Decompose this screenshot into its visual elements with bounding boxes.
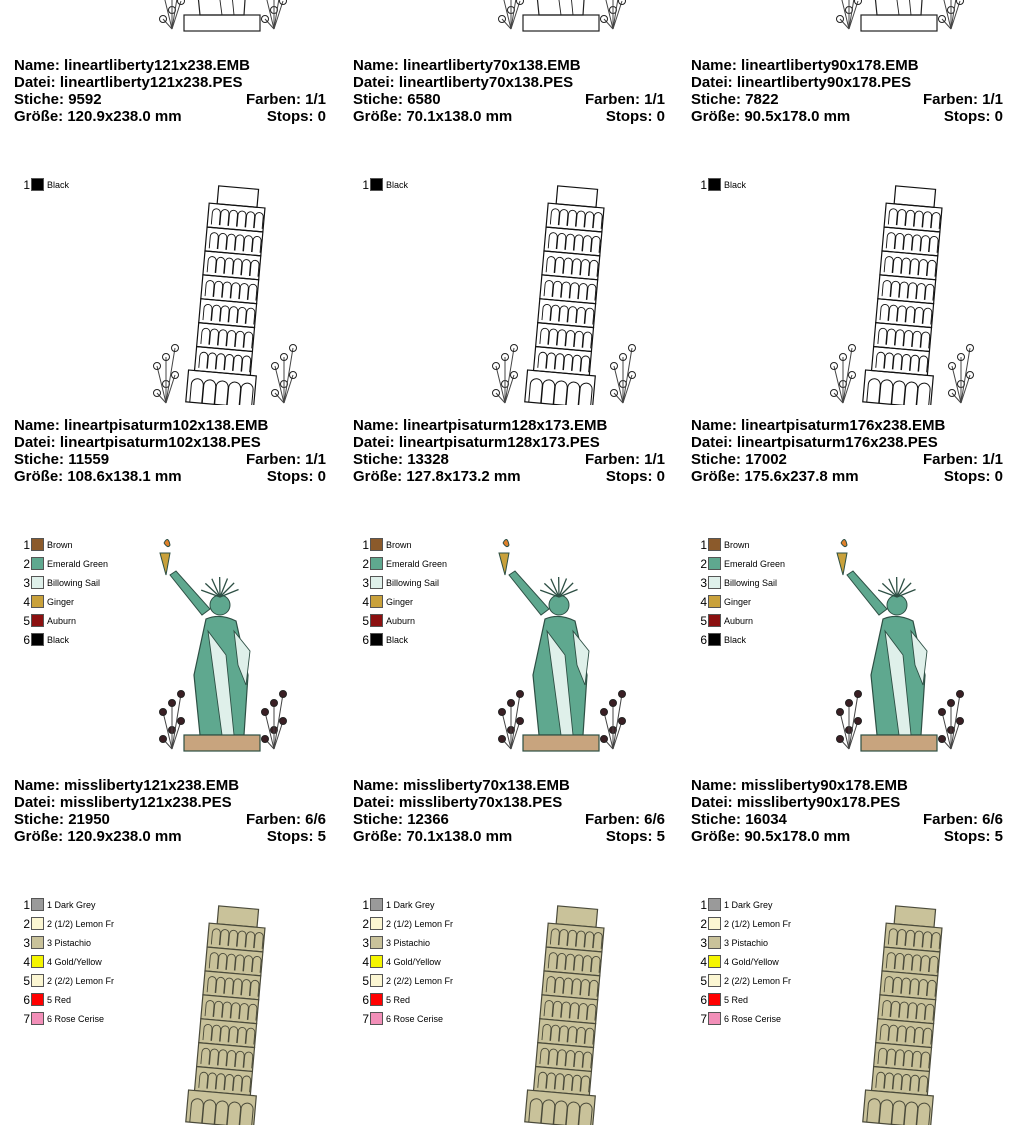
swatch-number: 2: [18, 917, 30, 931]
color-swatch-row: [695, 630, 785, 649]
design-card: [353, 780, 673, 1140]
color-swatch: [708, 633, 721, 646]
color-swatch: [370, 898, 383, 911]
swatch-name: Ginger: [386, 597, 413, 607]
design-file: Datei: lineartliberty70x138.PES: [353, 74, 573, 91]
color-count: Farben: 1/1: [246, 451, 326, 468]
swatch-number: 4: [695, 595, 707, 609]
color-count: Farben: 1/1: [246, 91, 326, 108]
color-count: Farben: 1/1: [585, 91, 665, 108]
swatch-name: Billowing Sail: [386, 578, 439, 588]
color-swatch: [708, 538, 721, 551]
design-file: Datei: lineartpisaturm102x138.PES: [14, 434, 261, 451]
swatch-name: 5 Red: [47, 995, 71, 1005]
color-swatch: [708, 936, 721, 949]
swatch-name: Billowing Sail: [724, 578, 777, 588]
color-swatch: [31, 633, 44, 646]
color-swatch-row: [695, 1009, 791, 1028]
design-card: [691, 780, 1011, 1140]
statue-of-liberty-lineart: [801, 0, 1001, 45]
swatch-name: Black: [47, 180, 69, 190]
design-name: Name: missliberty70x138.EMB: [353, 777, 570, 794]
color-palette: [357, 535, 447, 649]
color-swatch-row: [18, 1009, 114, 1028]
swatch-number: 1: [357, 898, 369, 912]
color-swatch-row: [695, 952, 791, 971]
design-card: [353, 420, 673, 780]
design-size: Größe: 70.1x138.0 mm: [353, 828, 512, 845]
design-card: [691, 60, 1011, 420]
color-swatch-row: [357, 933, 453, 952]
design-name: Name: lineartliberty70x138.EMB: [353, 57, 581, 74]
swatch-number: 3: [357, 576, 369, 590]
stop-count: Stops: 0: [267, 108, 326, 125]
color-swatch: [370, 614, 383, 627]
color-swatch: [370, 178, 383, 191]
color-swatch: [370, 595, 383, 608]
swatch-name: Emerald Green: [47, 559, 108, 569]
stitch-count: Stiche: 13328: [353, 451, 449, 468]
color-swatch-row: [18, 573, 108, 592]
swatch-number: 1: [357, 538, 369, 552]
design-card: [14, 420, 334, 780]
color-count: Farben: 1/1: [923, 91, 1003, 108]
swatch-name: Billowing Sail: [47, 578, 100, 588]
stitch-count: Stiche: 17002: [691, 451, 787, 468]
swatch-name: Brown: [47, 540, 73, 550]
swatch-number: 1: [18, 538, 30, 552]
swatch-name: 4 Gold/Yellow: [47, 957, 102, 967]
swatch-number: 6: [695, 993, 707, 1007]
swatch-name: 2 (2/2) Lemon Fr: [47, 976, 114, 986]
swatch-name: 6 Rose Cerise: [386, 1014, 443, 1024]
swatch-number: 6: [695, 633, 707, 647]
swatch-number: 1: [357, 178, 369, 192]
swatch-number: 4: [357, 595, 369, 609]
design-card: [691, 0, 1011, 60]
swatch-number: 5: [695, 614, 707, 628]
swatch-name: Auburn: [724, 616, 753, 626]
stitch-count: Stiche: 12366: [353, 811, 449, 828]
color-swatch: [708, 557, 721, 570]
swatch-name: 5 Red: [724, 995, 748, 1005]
color-count: Farben: 1/1: [923, 451, 1003, 468]
swatch-name: 5 Red: [386, 995, 410, 1005]
color-swatch-row: [18, 592, 108, 611]
color-swatch: [708, 1012, 721, 1025]
color-swatch-row: [18, 611, 108, 630]
leaning-tower-color: [463, 895, 663, 1125]
color-palette: [695, 535, 785, 649]
stitch-count: Stiche: 21950: [14, 811, 110, 828]
color-swatch-row: [18, 952, 114, 971]
swatch-number: 5: [357, 974, 369, 988]
color-swatch: [31, 898, 44, 911]
swatch-name: Auburn: [386, 616, 415, 626]
design-size: Größe: 90.5x178.0 mm: [691, 828, 850, 845]
color-swatch: [31, 993, 44, 1006]
color-swatch: [370, 1012, 383, 1025]
color-swatch: [708, 917, 721, 930]
color-swatch-row: [357, 895, 453, 914]
swatch-number: 6: [357, 993, 369, 1007]
swatch-name: 2 (1/2) Lemon Fr: [47, 919, 114, 929]
design-card: [691, 420, 1011, 780]
color-swatch: [31, 1012, 44, 1025]
color-swatch-row: [18, 630, 108, 649]
swatch-number: 1: [695, 538, 707, 552]
design-file: Datei: missliberty70x138.PES: [353, 794, 562, 811]
stitch-count: Stiche: 9592: [14, 91, 102, 108]
swatch-number: 5: [357, 614, 369, 628]
leaning-tower-color: [124, 895, 324, 1125]
color-swatch: [370, 557, 383, 570]
swatch-name: 2 (1/2) Lemon Fr: [724, 919, 791, 929]
color-swatch-row: [357, 573, 447, 592]
color-swatch: [708, 614, 721, 627]
stop-count: Stops: 5: [267, 828, 326, 845]
stitch-count: Stiche: 7822: [691, 91, 779, 108]
swatch-name: 2 (2/2) Lemon Fr: [386, 976, 453, 986]
stop-count: Stops: 0: [606, 468, 665, 485]
color-swatch: [31, 917, 44, 930]
swatch-name: Emerald Green: [724, 559, 785, 569]
swatch-name: Black: [386, 635, 408, 645]
swatch-number: 5: [18, 974, 30, 988]
color-swatch-row: [357, 554, 447, 573]
color-swatch: [31, 178, 44, 191]
design-name: Name: missliberty121x238.EMB: [14, 777, 239, 794]
swatch-number: 2: [695, 557, 707, 571]
color-swatch: [708, 576, 721, 589]
color-palette: [357, 895, 453, 1028]
color-swatch-row: [357, 990, 453, 1009]
design-card: [14, 0, 334, 60]
swatch-number: 7: [695, 1012, 707, 1026]
color-swatch-row: [357, 914, 453, 933]
swatch-name: Ginger: [724, 597, 751, 607]
swatch-number: 1: [695, 898, 707, 912]
swatch-number: 3: [695, 576, 707, 590]
color-swatch-row: [18, 535, 108, 554]
color-palette: [18, 535, 108, 649]
swatch-name: 1 Dark Grey: [386, 900, 435, 910]
swatch-name: Black: [47, 635, 69, 645]
swatch-name: Emerald Green: [386, 559, 447, 569]
swatch-number: 1: [18, 178, 30, 192]
color-swatch-row: [18, 175, 69, 194]
color-swatch-row: [357, 1009, 453, 1028]
color-swatch-row: [357, 971, 453, 990]
swatch-number: 2: [357, 917, 369, 931]
stop-count: Stops: 0: [606, 108, 665, 125]
swatch-number: 5: [695, 974, 707, 988]
color-count: Farben: 1/1: [585, 451, 665, 468]
swatch-name: 4 Gold/Yellow: [724, 957, 779, 967]
color-palette: [357, 175, 408, 194]
swatch-number: 3: [695, 936, 707, 950]
color-swatch: [370, 974, 383, 987]
color-count: Farben: 6/6: [246, 811, 326, 828]
design-file: Datei: lineartpisaturm176x238.PES: [691, 434, 938, 451]
swatch-name: 3 Pistachio: [47, 938, 91, 948]
color-swatch-row: [695, 554, 785, 573]
color-swatch: [370, 538, 383, 551]
color-swatch-row: [18, 554, 108, 573]
statue-of-liberty-color: [463, 535, 663, 765]
color-swatch: [370, 917, 383, 930]
stop-count: Stops: 0: [944, 108, 1003, 125]
design-file: Datei: missliberty121x238.PES: [14, 794, 232, 811]
statue-of-liberty-lineart: [463, 0, 663, 45]
swatch-name: 1 Dark Grey: [47, 900, 96, 910]
color-swatch: [31, 576, 44, 589]
color-swatch-row: [18, 933, 114, 952]
color-swatch: [370, 576, 383, 589]
color-swatch-row: [357, 592, 447, 611]
swatch-name: 4 Gold/Yellow: [386, 957, 441, 967]
swatch-number: 4: [357, 955, 369, 969]
swatch-name: 6 Rose Cerise: [724, 1014, 781, 1024]
swatch-number: 5: [18, 614, 30, 628]
swatch-number: 4: [18, 595, 30, 609]
swatch-name: Auburn: [47, 616, 76, 626]
design-size: Größe: 70.1x138.0 mm: [353, 108, 512, 125]
design-card: [14, 60, 334, 420]
swatch-number: 7: [357, 1012, 369, 1026]
swatch-name: Brown: [724, 540, 750, 550]
color-swatch: [708, 974, 721, 987]
swatch-number: 2: [357, 557, 369, 571]
design-size: Größe: 108.6x138.1 mm: [14, 468, 182, 485]
design-size: Größe: 120.9x238.0 mm: [14, 108, 182, 125]
stitch-count: Stiche: 6580: [353, 91, 441, 108]
statue-of-liberty-lineart: [124, 0, 324, 45]
leaning-tower-lineart: [801, 175, 1001, 405]
color-swatch-row: [357, 611, 447, 630]
design-name: Name: missliberty90x178.EMB: [691, 777, 908, 794]
color-swatch: [370, 633, 383, 646]
swatch-name: 2 (2/2) Lemon Fr: [724, 976, 791, 986]
design-card: [353, 0, 673, 60]
design-card: [14, 780, 334, 1140]
design-name: Name: lineartliberty121x238.EMB: [14, 57, 250, 74]
color-swatch: [708, 955, 721, 968]
color-swatch-row: [695, 914, 791, 933]
swatch-name: Black: [724, 180, 746, 190]
color-swatch-row: [357, 535, 447, 554]
leaning-tower-color: [801, 895, 1001, 1125]
swatch-number: 2: [18, 557, 30, 571]
color-swatch-row: [18, 895, 114, 914]
swatch-name: 3 Pistachio: [386, 938, 430, 948]
color-swatch-row: [695, 933, 791, 952]
color-swatch: [31, 557, 44, 570]
color-swatch-row: [695, 175, 746, 194]
color-swatch-row: [695, 535, 785, 554]
design-name: Name: lineartpisaturm176x238.EMB: [691, 417, 945, 434]
swatch-number: 2: [695, 917, 707, 931]
color-swatch: [31, 955, 44, 968]
color-swatch: [31, 936, 44, 949]
stop-count: Stops: 5: [606, 828, 665, 845]
design-file: Datei: lineartliberty90x178.PES: [691, 74, 911, 91]
color-swatch-row: [695, 611, 785, 630]
design-file: Datei: missliberty90x178.PES: [691, 794, 900, 811]
stitch-count: Stiche: 11559: [14, 451, 109, 468]
swatch-name: Black: [386, 180, 408, 190]
color-palette: [18, 895, 114, 1028]
design-size: Größe: 90.5x178.0 mm: [691, 108, 850, 125]
statue-of-liberty-color: [124, 535, 324, 765]
color-swatch-row: [18, 990, 114, 1009]
color-count: Farben: 6/6: [585, 811, 665, 828]
color-swatch-row: [357, 952, 453, 971]
swatch-name: Brown: [386, 540, 412, 550]
leaning-tower-lineart: [463, 175, 663, 405]
swatch-number: 6: [357, 633, 369, 647]
design-size: Größe: 120.9x238.0 mm: [14, 828, 182, 845]
color-swatch-row: [695, 592, 785, 611]
color-swatch-row: [695, 990, 791, 1009]
swatch-name: Black: [724, 635, 746, 645]
color-palette: [695, 895, 791, 1028]
swatch-name: 3 Pistachio: [724, 938, 768, 948]
swatch-number: 3: [357, 936, 369, 950]
stop-count: Stops: 5: [944, 828, 1003, 845]
color-swatch: [708, 595, 721, 608]
color-swatch: [370, 936, 383, 949]
design-name: Name: lineartpisaturm102x138.EMB: [14, 417, 268, 434]
color-swatch-row: [695, 573, 785, 592]
swatch-number: 4: [695, 955, 707, 969]
color-palette: [18, 175, 69, 194]
color-swatch-row: [695, 971, 791, 990]
design-file: Datei: lineartpisaturm128x173.PES: [353, 434, 600, 451]
swatch-number: 1: [18, 898, 30, 912]
design-file: Datei: lineartliberty121x238.PES: [14, 74, 242, 91]
color-swatch-row: [18, 971, 114, 990]
color-swatch: [370, 955, 383, 968]
statue-of-liberty-color: [801, 535, 1001, 765]
color-swatch-row: [695, 895, 791, 914]
color-swatch: [31, 614, 44, 627]
swatch-number: 7: [18, 1012, 30, 1026]
color-swatch: [708, 993, 721, 1006]
color-swatch: [708, 898, 721, 911]
swatch-name: 6 Rose Cerise: [47, 1014, 104, 1024]
color-swatch-row: [357, 630, 447, 649]
color-palette: [695, 175, 746, 194]
stop-count: Stops: 0: [944, 468, 1003, 485]
leaning-tower-lineart: [124, 175, 324, 405]
swatch-name: Ginger: [47, 597, 74, 607]
swatch-number: 4: [18, 955, 30, 969]
swatch-number: 3: [18, 576, 30, 590]
design-size: Größe: 175.6x237.8 mm: [691, 468, 859, 485]
swatch-name: 1 Dark Grey: [724, 900, 773, 910]
design-size: Größe: 127.8x173.2 mm: [353, 468, 521, 485]
color-swatch-row: [18, 914, 114, 933]
design-name: Name: lineartliberty90x178.EMB: [691, 57, 919, 74]
color-swatch-row: [357, 175, 408, 194]
color-swatch: [31, 595, 44, 608]
swatch-number: 6: [18, 633, 30, 647]
stitch-count: Stiche: 16034: [691, 811, 787, 828]
swatch-number: 3: [18, 936, 30, 950]
color-swatch: [31, 974, 44, 987]
design-card: [353, 60, 673, 420]
color-count: Farben: 6/6: [923, 811, 1003, 828]
color-swatch: [708, 178, 721, 191]
design-name: Name: lineartpisaturm128x173.EMB: [353, 417, 607, 434]
stop-count: Stops: 0: [267, 468, 326, 485]
swatch-name: 2 (1/2) Lemon Fr: [386, 919, 453, 929]
color-swatch: [31, 538, 44, 551]
color-swatch: [370, 993, 383, 1006]
swatch-number: 6: [18, 993, 30, 1007]
swatch-number: 1: [695, 178, 707, 192]
